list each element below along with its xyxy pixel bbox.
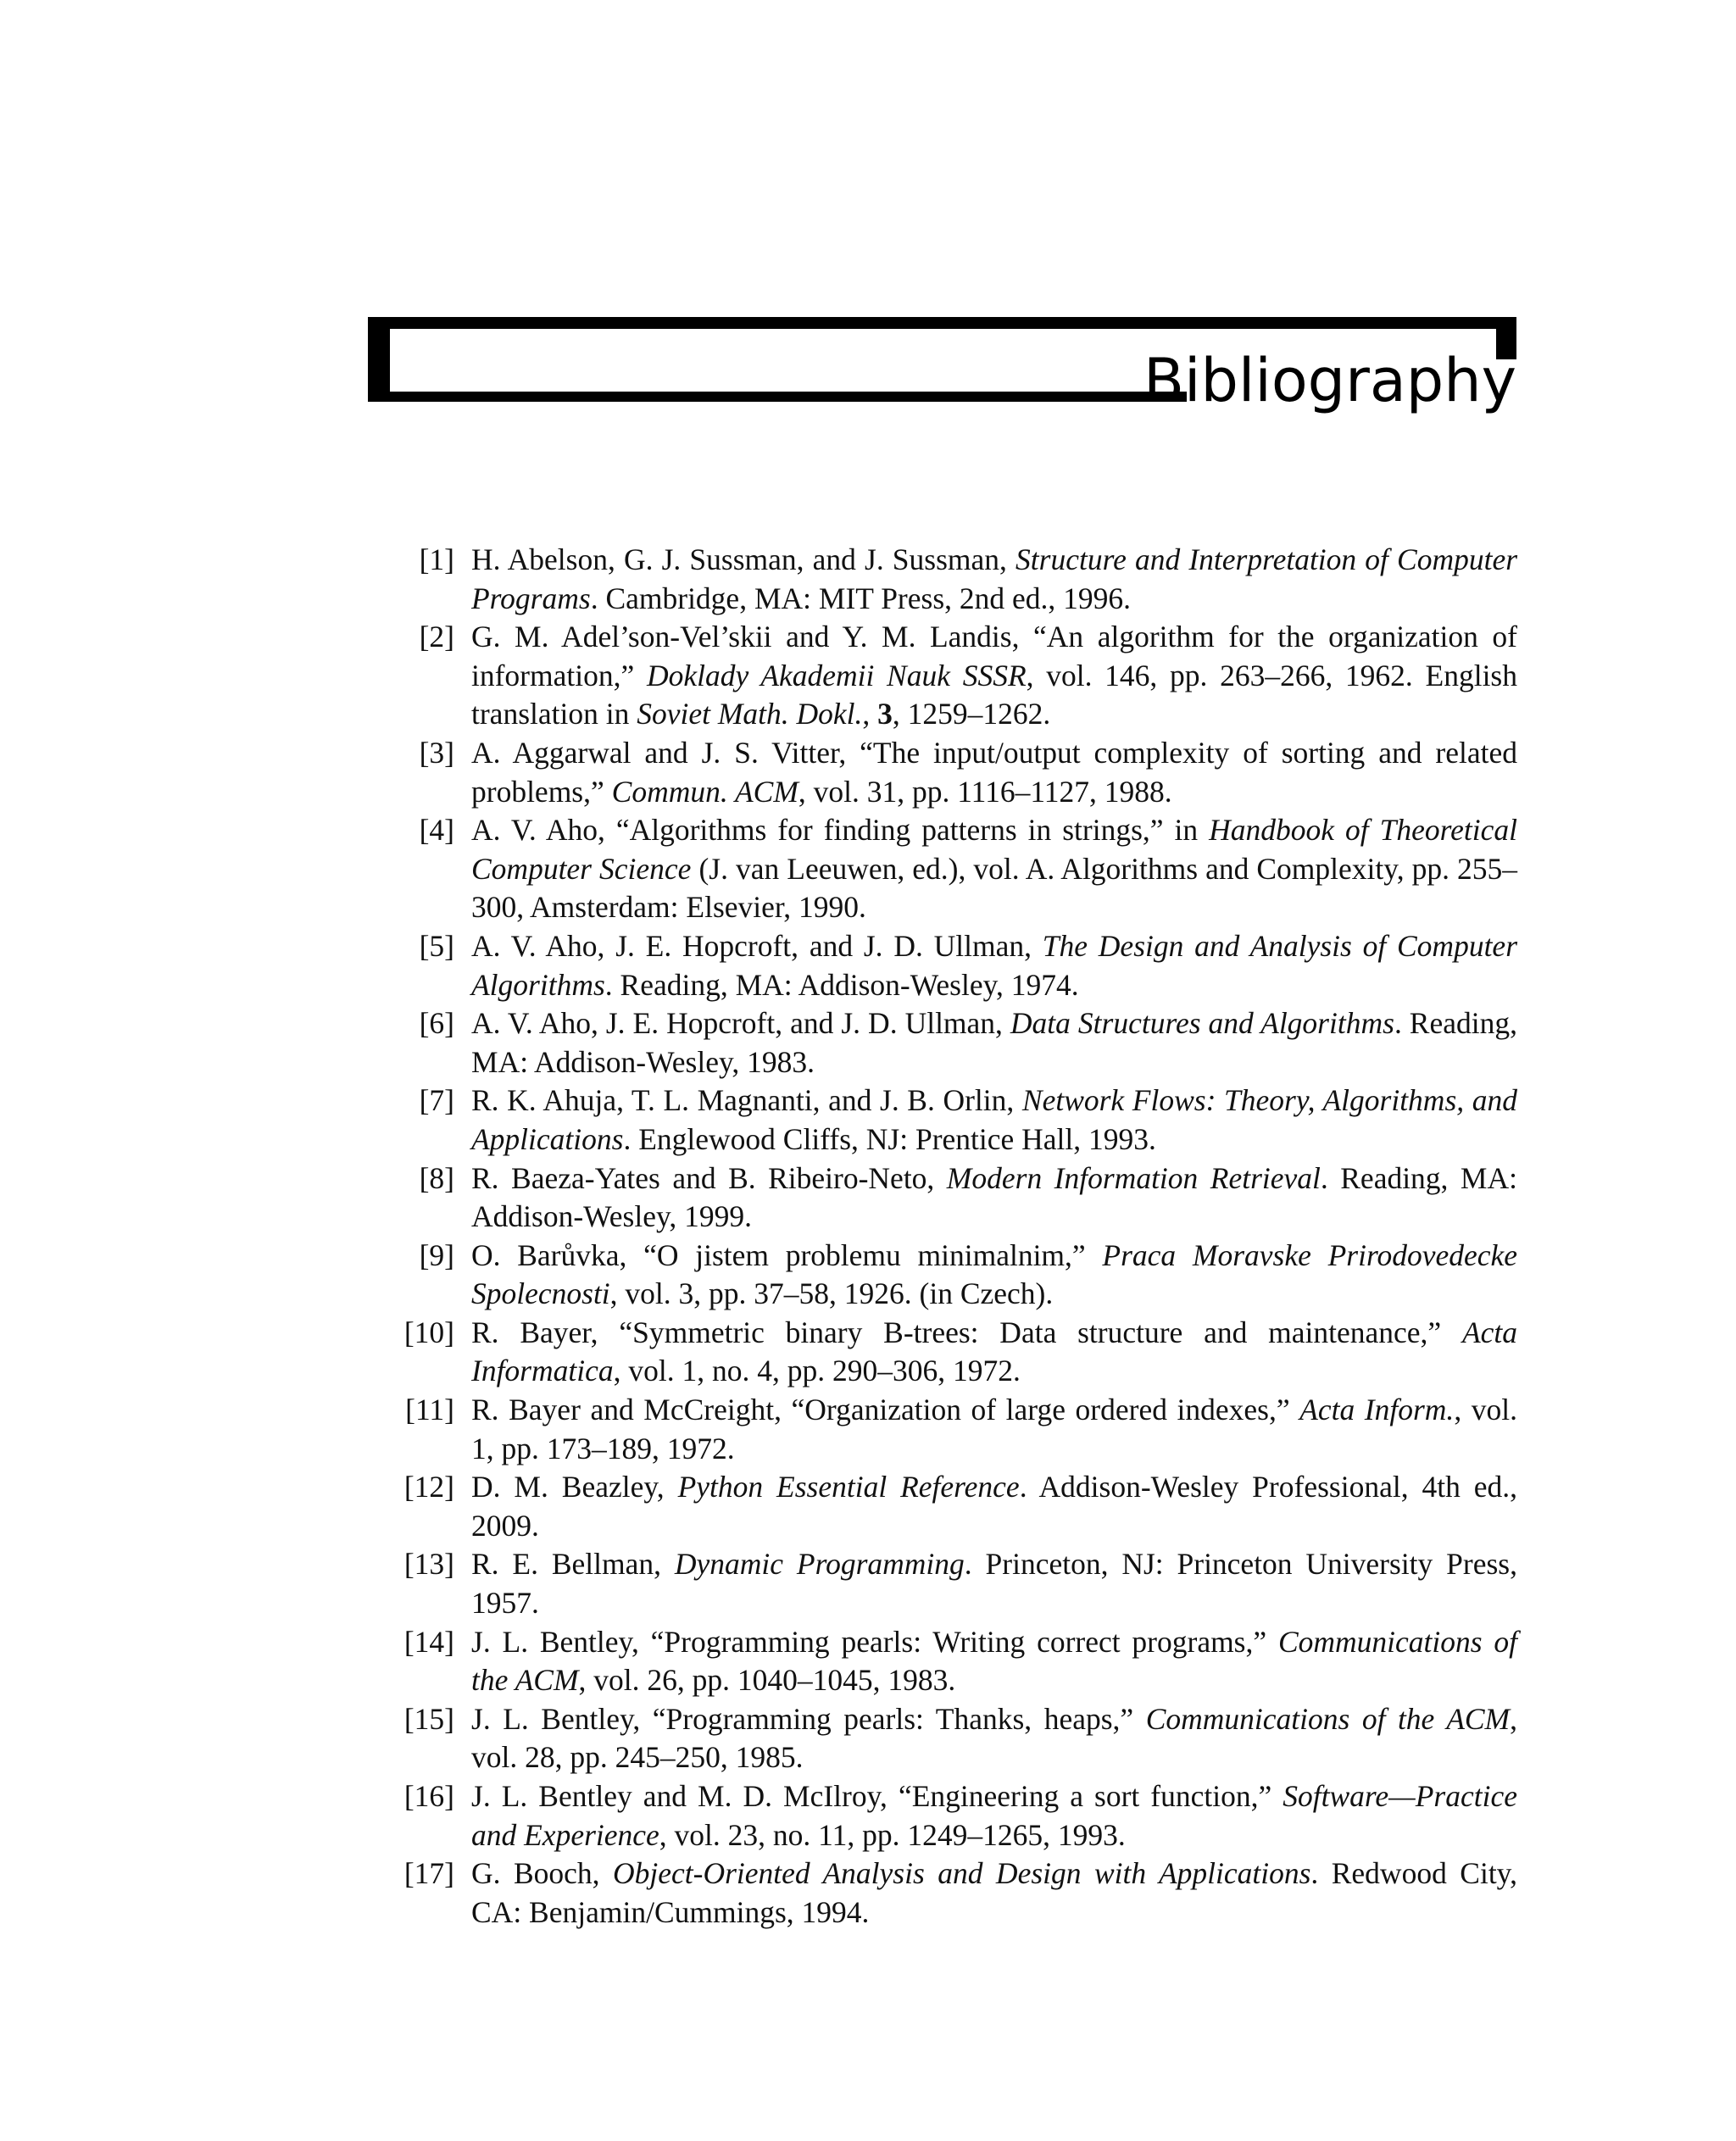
entry-citation [454, 1004, 1517, 1082]
citation-text: . Cambridge, MA: MIT Press, 2nd ed., 1996. [590, 581, 1132, 615]
bibliography-entry [373, 811, 1517, 927]
bibliography-entry [373, 1314, 1517, 1391]
citation-title-italic: Network Flows: Theory, Algorithms, and Applications [471, 1083, 1517, 1156]
citation-title-italic: Doklady Akademii Nauk SSSR [646, 658, 1027, 692]
citation-text: A. Aggarwal and J. S. Vitter, “The input/output complexity of sorting and related problems,” [471, 735, 1517, 809]
entry-number: [17] [403, 1856, 454, 1891]
citation-title-italic: Praca Moravske Prirodovedecke Spolecnosti [471, 1237, 1517, 1311]
citation-text: J. L. Bentley, “Programming pearls: Writing correct programs,” [471, 1624, 1278, 1659]
citation-text: G. M. Adel’son-Vel’skii and Y. M. Landis, “An algorithm for the organization of information,” [471, 620, 1517, 692]
citation-title-italic: The Design and Analysis of Computer Algorithms [471, 928, 1518, 1002]
citation-text: A. V. Aho, J. E. Hopcroft, and J. D. Ullman, [471, 928, 1043, 963]
entry-citation [454, 1468, 1517, 1545]
entry-number: [13] [403, 1547, 454, 1582]
citation-title-italic: Communications of the ACM [471, 1624, 1517, 1698]
entry-citation [454, 1545, 1517, 1622]
bibliography-entry [373, 1777, 1517, 1855]
citation-title-italic: Communications of the ACM [1145, 1701, 1511, 1736]
citation-text: . Englewood Cliffs, NJ: Prentice Hall, 1993. [623, 1121, 1156, 1156]
bibliography-entry [373, 1468, 1517, 1545]
bibliography-entry [373, 1700, 1517, 1777]
citation-title-italic: Dynamic Programming [674, 1547, 965, 1582]
entry-citation [454, 618, 1517, 734]
entry-number: [16] [403, 1779, 454, 1813]
citation-title-italic: Soviet Math. Dokl. [637, 697, 863, 731]
citation-text: R. E. Bellman, [471, 1547, 675, 1582]
bibliography-entry [373, 734, 1517, 811]
citation-title-italic: Commun. ACM [611, 774, 798, 809]
citation-text: , vol. 31, pp. 1116–1127, 1988. [798, 774, 1172, 809]
entry-number: [14] [403, 1624, 454, 1659]
entry-citation [454, 1855, 1517, 1932]
entry-number: [8] [419, 1160, 454, 1195]
chapter-title: Bibliography [1143, 346, 1516, 415]
entry-number: [2] [419, 620, 454, 654]
bibliography-entry [373, 1855, 1517, 1932]
entry-number: [15] [403, 1701, 454, 1736]
citation-title-italic: Structure and Interpretation of Computer Programs [471, 542, 1518, 615]
citation-title-italic: Handbook of Theoretical Computer Science [471, 813, 1518, 886]
frame-left-rule [368, 317, 390, 402]
citation-text: , [862, 697, 878, 731]
citation-text: J. L. Bentley and M. D. McIlroy, “Engineering a sort function,” [471, 1779, 1283, 1813]
entry-number: [4] [419, 813, 454, 848]
citation-text: R. Bayer and McCreight, “Organization of large ordered indexes,” [471, 1393, 1300, 1427]
citation-text: , vol. 146, pp. 263–266, 1962. English translation in [471, 658, 1517, 731]
entry-number: [3] [419, 735, 454, 770]
citation-title-italic: Python Essential Reference [677, 1470, 1020, 1504]
bibliography-entry [373, 927, 1517, 1004]
citation-text: J. L. Bentley, “Programming pearls: Thanks, heaps,” [471, 1701, 1146, 1736]
entry-citation [454, 1237, 1517, 1314]
citation-text: A. V. Aho, “Algorithms for finding patterns in strings,” in [471, 813, 1210, 848]
citation-text: . Princeton, NJ: Princeton University Press, 1957. [471, 1547, 1517, 1621]
entry-citation [454, 1159, 1517, 1237]
citation-text: (J. van Leeuwen, ed.), vol. A. Algorithms and Complexity, pp. 255–300, Amsterdam: Elsevier, 1990. [471, 851, 1518, 925]
citation-volume-bold: 3 [877, 697, 893, 731]
citation-title-italic: Modern Information Retrieval [946, 1160, 1321, 1195]
entry-number: [7] [419, 1083, 454, 1118]
entry-number: [10] [403, 1315, 454, 1349]
entry-citation [454, 927, 1517, 1004]
entry-number: [12] [403, 1470, 454, 1504]
frame-bottom-rule [368, 392, 1187, 402]
citation-title-italic: Object-Oriented Analysis and Design with Applications [613, 1856, 1311, 1891]
entry-number: [9] [419, 1237, 454, 1272]
bibliography-entry [373, 1082, 1517, 1159]
citation-text: , vol. 1, pp. 173–189, 1972. [471, 1393, 1517, 1465]
citation-text: , 1259–1262. [892, 697, 1051, 731]
bibliography-entry [373, 1004, 1517, 1082]
frame-top-rule [368, 317, 1516, 329]
citation-text: . Reading, MA: Addison-Wesley, 1974. [604, 967, 1079, 1002]
citation-text: , vol. 28, pp. 245–250, 1985. [471, 1701, 1518, 1775]
entry-citation [454, 541, 1517, 618]
citation-text: . Addison-Wesley Professional, 4th ed., 2009. [471, 1470, 1518, 1543]
citation-text: , vol. 1, no. 4, pp. 290–306, 1972. [613, 1354, 1021, 1388]
entry-number: [5] [419, 928, 454, 963]
entry-number: [1] [419, 542, 454, 576]
entry-citation [454, 1623, 1517, 1700]
citation-text: R. Baeza-Yates and B. Ribeiro-Neto, [471, 1160, 947, 1195]
citation-text: . Reading, MA: Addison-Wesley, 1983. [471, 1006, 1517, 1079]
entry-number: [11] [405, 1393, 454, 1427]
bibliography-entry [373, 618, 1517, 734]
bibliography-entry [373, 1159, 1517, 1237]
entry-citation [454, 1700, 1517, 1777]
bibliography-entry [373, 1237, 1517, 1314]
citation-text: A. V. Aho, J. E. Hopcroft, and J. D. Ullman, [471, 1006, 1010, 1041]
citation-text: . Reading, MA: Addison-Wesley, 1999. [471, 1160, 1517, 1234]
bibliography-list [373, 541, 1517, 1932]
citation-title-italic: Data Structures and Algorithms [1010, 1006, 1394, 1041]
citation-text: G. Booch, [471, 1856, 613, 1891]
citation-title-italic: Acta Inform. [1299, 1393, 1455, 1427]
citation-text: R. K. Ahuja, T. L. Magnanti, and J. B. Orlin, [471, 1083, 1022, 1118]
entry-citation [454, 1777, 1517, 1855]
entry-number: [6] [419, 1006, 454, 1041]
bibliography-entry [373, 541, 1517, 618]
bibliography-entry [373, 1391, 1517, 1468]
bibliography-entry [373, 1623, 1517, 1700]
citation-title-italic: Acta Informatica [471, 1315, 1517, 1388]
citation-text: O. Barůvka, “O jistem problemu minimalnim,” [471, 1237, 1103, 1272]
citation-text: H. Abelson, G. J. Sussman, and J. Sussman, [471, 542, 1016, 576]
bibliography-entry [373, 1545, 1517, 1622]
entry-citation [454, 734, 1517, 811]
citation-text: D. M. Beazley, [471, 1470, 678, 1504]
entry-citation [454, 1082, 1517, 1159]
citation-text: , vol. 26, pp. 1040–1045, 1983. [578, 1663, 956, 1698]
citation-text: , vol. 23, no. 11, pp. 1249–1265, 1993. [659, 1817, 1126, 1852]
citation-text: , vol. 3, pp. 37–58, 1926. (in Czech). [609, 1276, 1054, 1311]
citation-title-italic: Software—Practice and Experience [471, 1779, 1517, 1852]
entry-citation [454, 1314, 1517, 1391]
citation-text: . Redwood City, CA: Benjamin/Cummings, 1994. [471, 1856, 1518, 1929]
entry-citation [454, 1391, 1517, 1468]
entry-citation [454, 811, 1517, 927]
citation-text: R. Bayer, “Symmetric binary B-trees: Data structure and maintenance,” [471, 1315, 1462, 1349]
